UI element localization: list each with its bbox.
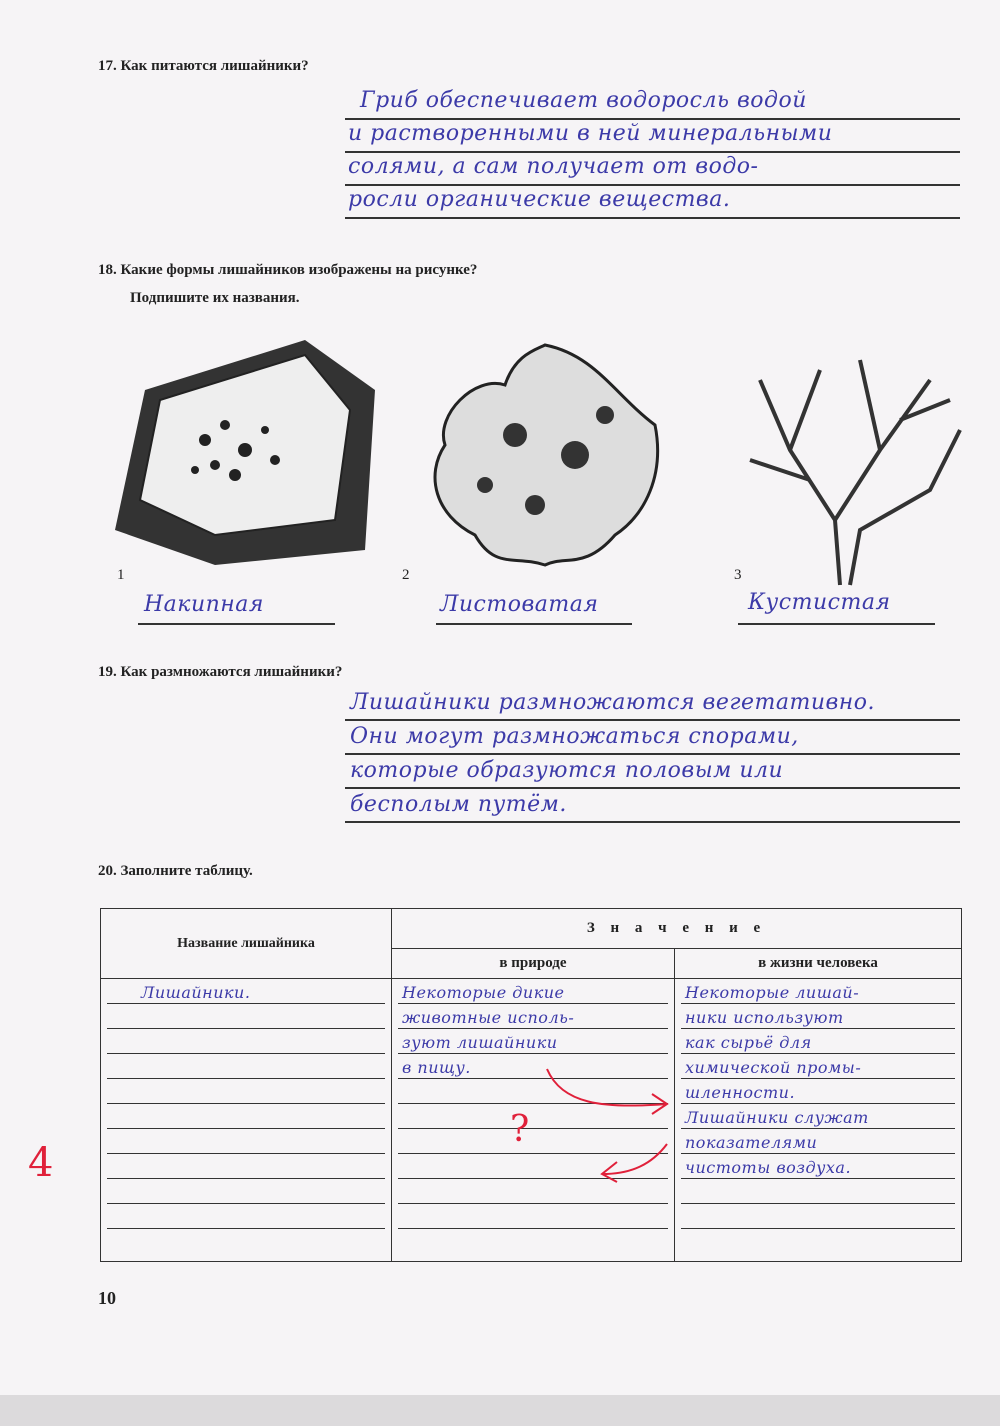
handwritten-answer: которые образуются половым или (350, 758, 784, 783)
header-human: в жизни человека (675, 949, 962, 979)
foliose-lichen-illustration (415, 335, 675, 575)
handwritten-answer: росли органические вещества. (348, 187, 731, 212)
handwritten-answer: показателями (685, 1133, 818, 1152)
figure-number: 1 (117, 567, 125, 583)
handwritten-answer: чистоты воздуха. (685, 1158, 852, 1177)
handwritten-answer: Некоторые лишай- (685, 983, 860, 1002)
handwritten-answer: как сырьё для (685, 1033, 812, 1052)
handwritten-answer: Лишайники размножаются вегетативно. (350, 690, 876, 715)
header-group: З н а ч е н и е (392, 909, 962, 949)
cell-human[interactable] (675, 979, 962, 1262)
handwritten-answer: Лишайники. (141, 983, 251, 1002)
grade-mark: 4 (28, 1140, 54, 1186)
answer-line (345, 217, 960, 219)
figure-number: 3 (734, 567, 742, 583)
handwritten-answer: химической промы- (685, 1058, 862, 1077)
handwritten-answer: солями, а сам получает от водо- (348, 154, 759, 179)
handwritten-answer: Листоватая (440, 592, 599, 617)
handwritten-answer: бесполым путём. (350, 792, 567, 817)
page-number: 10 (98, 1288, 116, 1308)
answer-line (345, 753, 960, 755)
handwritten-answer: Гриб обеспечивает водоросль водой (360, 88, 807, 113)
question-17: 17. Как питаются лишайники? (98, 58, 309, 74)
fruticose-lichen-illustration (730, 340, 970, 590)
cell-name[interactable] (101, 979, 392, 1262)
scan-edge (0, 1395, 1000, 1426)
handwritten-answer: Они могут размножаться спорами, (350, 724, 799, 749)
handwritten-answer: ники используют (685, 1008, 844, 1027)
answer-line (345, 184, 960, 186)
answer-line (345, 719, 960, 721)
answer-line (345, 787, 960, 789)
question-18: 18. Какие формы лишайников изображены на рисунке? (98, 262, 478, 278)
question-19: 19. Как размножаются лишайники? (98, 664, 343, 680)
answer-line (138, 623, 335, 625)
question-20: 20. Заполните таблицу. (98, 863, 253, 879)
handwritten-answer: в пищу. (402, 1058, 471, 1077)
handwritten-answer: животные исполь- (402, 1008, 575, 1027)
header-name: Название лишайника (101, 909, 392, 979)
handwritten-answer: Кустистая (748, 590, 891, 615)
red-correction-arrows (542, 1064, 677, 1184)
handwritten-answer: зуют лишайники (402, 1033, 558, 1052)
crustose-lichen-illustration (105, 330, 395, 570)
handwritten-answer: и растворенными в ней минеральными (348, 121, 833, 146)
cell-nature[interactable] (392, 979, 675, 1262)
figure-number: 2 (402, 567, 410, 583)
lichen-table (100, 908, 962, 1262)
question-18-instruction: Подпишите их названия. (130, 290, 300, 306)
answer-line (738, 623, 935, 625)
handwritten-answer: Лишайники служат (685, 1108, 869, 1127)
header-nature: в природе (392, 949, 675, 979)
bleed-through-text (430, 62, 434, 78)
handwritten-answer: Некоторые дикие (402, 983, 565, 1002)
handwritten-answer: Накипная (144, 592, 264, 617)
teacher-question-mark: ? (510, 1109, 530, 1150)
handwritten-answer: шленности. (685, 1083, 796, 1102)
answer-line (345, 151, 960, 153)
answer-line (436, 623, 632, 625)
answer-line (345, 118, 960, 120)
answer-line (345, 821, 960, 823)
